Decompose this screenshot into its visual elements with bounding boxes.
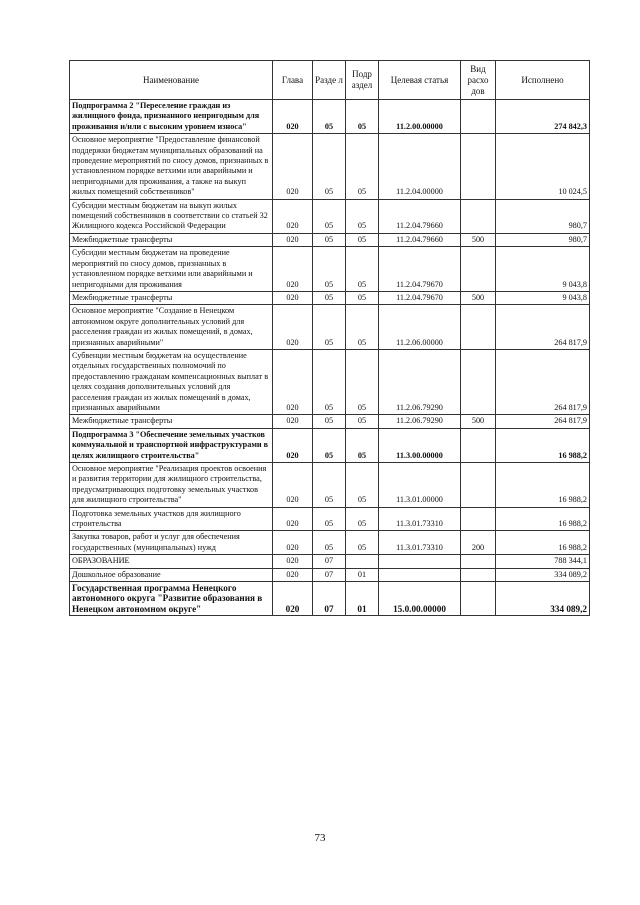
row-expense-type: 500 (461, 415, 496, 428)
row-target-article: 11.2.04.00000 (379, 134, 461, 199)
row-subsection: 05 (346, 291, 379, 304)
row-chapter: 020 (273, 349, 313, 414)
table-header-row (70, 61, 590, 100)
table-row (70, 134, 590, 199)
row-target-article: 11.3.01.73310 (379, 531, 461, 555)
row-target-article: 11.3.01.73310 (379, 507, 461, 531)
table-row (70, 568, 590, 581)
row-section: 05 (313, 305, 346, 350)
row-chapter: 020 (273, 531, 313, 555)
row-subsection: 05 (346, 100, 379, 134)
row-target-article: 11.2.06.79290 (379, 415, 461, 428)
row-subsection: 05 (346, 233, 379, 246)
row-expense-type (461, 134, 496, 199)
row-section: 05 (313, 415, 346, 428)
table-row (70, 100, 590, 134)
row-expense-type: 500 (461, 233, 496, 246)
row-executed: 264 817,9 (496, 349, 590, 414)
row-expense-type: 500 (461, 291, 496, 304)
table-row (70, 305, 590, 350)
row-expense-type (461, 199, 496, 233)
row-target-article: 11.2.04.79660 (379, 233, 461, 246)
row-expense-type (461, 100, 496, 134)
row-executed: 334 089,2 (496, 582, 590, 616)
table-row (70, 199, 590, 233)
row-chapter: 020 (273, 247, 313, 292)
row-chapter: 020 (273, 555, 313, 568)
row-target-article: 11.2.04.79670 (379, 291, 461, 304)
table-row (70, 428, 590, 462)
row-subsection: 05 (346, 247, 379, 292)
page-number: 73 (314, 832, 326, 844)
row-section: 05 (313, 199, 346, 233)
row-section: 05 (313, 463, 346, 508)
row-section: 05 (313, 531, 346, 555)
row-section: 07 (313, 582, 346, 616)
row-section: 05 (313, 233, 346, 246)
table-row (70, 555, 590, 568)
column-header-chapter: Глава (273, 61, 313, 100)
row-executed: 980,7 (496, 233, 590, 246)
row-target-article: 11.2.00.00000 (379, 100, 461, 134)
budget-table (69, 60, 590, 616)
column-header-target-article: Целевая статья (379, 61, 461, 100)
row-chapter: 020 (273, 463, 313, 508)
row-target-article: 11.2.04.79670 (379, 247, 461, 292)
row-name: Основное мероприятие "Реализация проектов освоения и развития территории для жилищного строительства, предусматривающих подготовку земельных участков для жилищного строительства" (70, 463, 273, 508)
row-chapter: 020 (273, 507, 313, 531)
row-expense-type (461, 349, 496, 414)
row-name: Дошкольное образование (70, 568, 273, 581)
row-section: 07 (313, 568, 346, 581)
column-header-subsection: Подр аздел (346, 61, 379, 100)
row-name: Подготовка земельных участков для жилищного строительства (70, 507, 273, 531)
row-name: Основное мероприятие "Предоставление финансовой поддержки бюджетам муниципальных образований на проведение мероприятий по сносу домов, признанных в установленном порядке ветхими или аварийными и непригодными для проживания, а также на выкуп жилых помещений собственников" (70, 134, 273, 199)
row-executed: 274 842,3 (496, 100, 590, 134)
row-executed: 16 988,2 (496, 507, 590, 531)
row-target-article: 11.2.06.79290 (379, 349, 461, 414)
row-target-article: 11.2.04.79660 (379, 199, 461, 233)
row-chapter: 020 (273, 100, 313, 134)
row-chapter: 020 (273, 233, 313, 246)
row-executed: 334 089,2 (496, 568, 590, 581)
row-subsection: 05 (346, 428, 379, 462)
row-expense-type (461, 247, 496, 292)
column-header-expense-type: Вид расхо дов (461, 61, 496, 100)
table-row (70, 233, 590, 246)
row-name: Субсидии местным бюджетам на выкуп жилых помещений собственников в соответствии со статьей 32 Жилищного кодекса Российской Федерации (70, 199, 273, 233)
row-subsection: 05 (346, 463, 379, 508)
table-body (70, 100, 590, 616)
row-section: 05 (313, 507, 346, 531)
row-chapter: 020 (273, 582, 313, 616)
row-name: Закупка товаров, работ и услуг для обеспечения государственных (муниципальных) нужд (70, 531, 273, 555)
row-executed: 16 988,2 (496, 531, 590, 555)
row-subsection: 05 (346, 134, 379, 199)
column-header-name: Наименование (70, 61, 273, 100)
row-target-article (379, 555, 461, 568)
row-expense-type: 200 (461, 531, 496, 555)
row-name: Государственная программа Ненецкого автономного округа "Развитие образования в Ненецком автономном округе" (70, 582, 273, 616)
row-name: Субвенции местным бюджетам на осуществление отдельных государственных полномочий по предоставлению гражданам компенсационных выплат в целях создания дополнительных условий для расселения граждан из жилых помещений в домах, признанных аварийными (70, 349, 273, 414)
row-chapter: 020 (273, 415, 313, 428)
row-expense-type (461, 507, 496, 531)
row-executed: 264 817,9 (496, 415, 590, 428)
row-expense-type (461, 568, 496, 581)
row-chapter: 020 (273, 428, 313, 462)
row-executed: 10 024,5 (496, 134, 590, 199)
row-expense-type (461, 463, 496, 508)
row-target-article: 11.3.01.00000 (379, 463, 461, 508)
row-chapter: 020 (273, 134, 313, 199)
row-subsection: 05 (346, 305, 379, 350)
row-executed: 264 817,9 (496, 305, 590, 350)
row-subsection: 01 (346, 568, 379, 581)
row-name: ОБРАЗОВАНИЕ (70, 555, 273, 568)
row-target-article: 15.0.00.00000 (379, 582, 461, 616)
row-name: Межбюджетные трансферты (70, 415, 273, 428)
row-subsection: 01 (346, 582, 379, 616)
row-chapter: 020 (273, 199, 313, 233)
row-subsection: 05 (346, 199, 379, 233)
table-row (70, 349, 590, 414)
row-section: 05 (313, 349, 346, 414)
row-section: 05 (313, 134, 346, 199)
row-section: 05 (313, 100, 346, 134)
column-header-executed: Исполнено (496, 61, 590, 100)
row-expense-type (461, 555, 496, 568)
row-subsection: 05 (346, 507, 379, 531)
row-name: Межбюджетные трансферты (70, 233, 273, 246)
row-section: 05 (313, 291, 346, 304)
row-executed: 788 344,1 (496, 555, 590, 568)
row-name: Подпрограмма 3 "Обеспечение земельных участков коммунальной и транспортной инфраструктурами в целях жилищного строительства" (70, 428, 273, 462)
row-name: Субсидии местным бюджетам на проведение мероприятий по сносу домов, признанных в установленном порядке ветхими или аварийными и непригодными для проживания (70, 247, 273, 292)
row-subsection: 05 (346, 415, 379, 428)
row-target-article: 11.2.06.00000 (379, 305, 461, 350)
row-expense-type (461, 428, 496, 462)
row-name: Подпрограмма 2 "Переселение граждан из жилищного фонда, признанного непригодным для проживания и/или с высоким уровнем износа" (70, 100, 273, 134)
row-chapter: 020 (273, 305, 313, 350)
row-subsection: 05 (346, 349, 379, 414)
row-section: 05 (313, 247, 346, 292)
row-chapter: 020 (273, 568, 313, 581)
row-section: 05 (313, 428, 346, 462)
row-expense-type (461, 582, 496, 616)
row-section: 07 (313, 555, 346, 568)
table-row (70, 415, 590, 428)
row-subsection (346, 555, 379, 568)
row-executed: 16 988,2 (496, 463, 590, 508)
row-name: Основное мероприятие "Создание в Ненецком автономном округе дополнительных условий для расселения граждан из жилых помещений, в домах, признанных аварийными" (70, 305, 273, 350)
row-executed: 980,7 (496, 199, 590, 233)
row-chapter: 020 (273, 291, 313, 304)
table-row (70, 531, 590, 555)
table-row (70, 291, 590, 304)
row-subsection: 05 (346, 531, 379, 555)
row-name: Межбюджетные трансферты (70, 291, 273, 304)
row-expense-type (461, 305, 496, 350)
row-target-article (379, 568, 461, 581)
table-row (70, 247, 590, 292)
row-executed: 9 043,8 (496, 291, 590, 304)
column-header-section: Разде л (313, 61, 346, 100)
row-target-article: 11.3.00.00000 (379, 428, 461, 462)
table-row (70, 507, 590, 531)
row-executed: 16 988,2 (496, 428, 590, 462)
row-executed: 9 043,8 (496, 247, 590, 292)
table-row (70, 463, 590, 508)
table-row (70, 582, 590, 616)
